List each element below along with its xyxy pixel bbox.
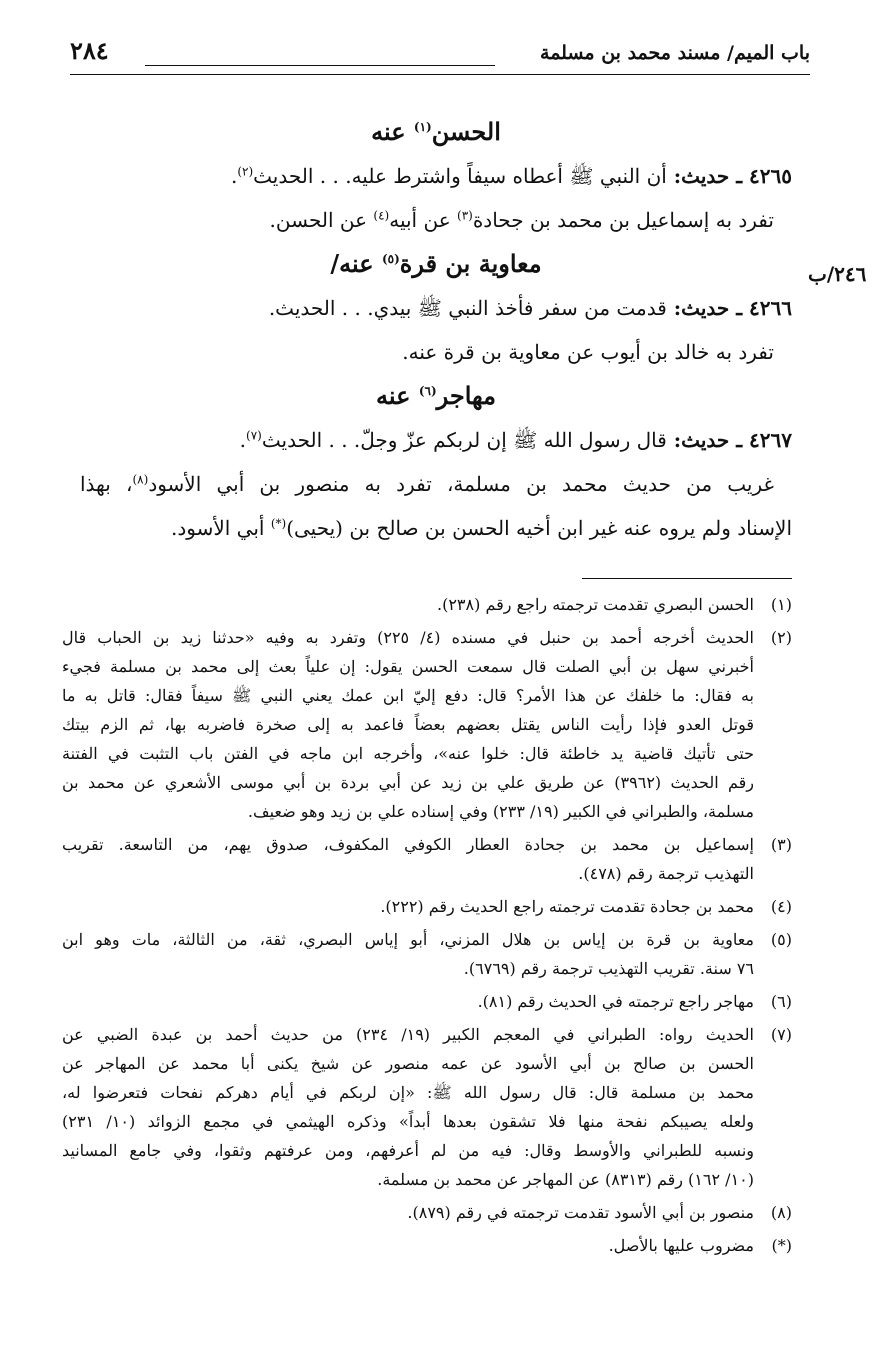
footnote-mark: (٣) <box>770 835 792 854</box>
hadith-label: ـ حديث: <box>666 164 750 188</box>
footnote-line: الحسن البصري تقدمت ترجمته راجع رقم (٢٣٨). <box>437 595 754 614</box>
footnote-separator <box>582 578 792 579</box>
footnote <box>62 830 792 888</box>
hadith-label: ـ حديث: <box>666 296 750 320</box>
heading-text: عنه/ <box>330 249 382 278</box>
hadith-4265 <box>80 154 792 198</box>
footnote-body <box>62 1198 754 1227</box>
footnote-line: محمد بن مسلمة قال: قال رسول الله ﷺ: «إن لربكم في أيام دهركم نفحات فتعرضوا له، <box>62 1083 754 1102</box>
footnote-line: حتى تأتيك قاضية يد خاطئة قال: خلوا عنه»، وأخرجه ابن ماجه في الفتن باب التثبت في الفتنة <box>62 744 754 763</box>
hadith-4266 <box>80 286 792 330</box>
footnote-body <box>62 925 754 983</box>
footnote-body <box>62 1231 754 1260</box>
footnote-mark: (*) <box>771 1236 792 1255</box>
footnote <box>62 892 792 921</box>
footnote-line: الحديث أخرجه أحمد بن حنبل في مسنده (٤/ ٢٢٥) وتفرد به وفيه «حدثنا زيد بن الحباب قال <box>62 628 754 647</box>
footnote-mark: (٥) <box>770 930 792 949</box>
heading-text: مهاجر <box>436 381 496 410</box>
footnote-line: مهاجر راجع ترجمته في الحديث رقم (٨١). <box>477 992 754 1011</box>
section-heading-muhajir <box>80 374 792 418</box>
footnote-line: مسلمة، والطبراني في الكبير (١٩/ ٢٣٣) وفي إسناده علي بن زيد وهو ضعيف. <box>247 802 754 821</box>
hadith-end: . <box>230 164 238 188</box>
footnote-line: به فقال: ما خلفك عن هذا الأمر؟ قال: دفع إليّ ابن عمك يعني النبي ﷺ سيفاً فقال: قاتل به ما <box>62 686 754 705</box>
footnote-mark: (٢) <box>770 628 792 647</box>
footnote-line: أخبرني سهل بن أبي الصلت قال سمعت الحسن يقول: إن علياً بعث إلى محمد بن مسلمة فجيء <box>62 657 754 676</box>
hadith-number: ٤٢٦٧ <box>749 428 792 452</box>
footnote-ref: (٨) <box>132 472 149 487</box>
footnote <box>62 987 792 1016</box>
note-text: ، بهذا <box>80 472 133 496</box>
footnote-body <box>62 623 754 826</box>
footnote-line: ولعله يصيبكم نفحة منها فلا تشقون بعدها أبداً» وذكره الهيثمي في مجمع الزوائد (١٠/ ٢٣١) <box>62 1112 754 1131</box>
footnote <box>62 623 792 826</box>
hadith-note-line <box>80 506 792 550</box>
footnote-ref: (٥) <box>381 252 400 266</box>
footnote-ref: (٢) <box>237 164 254 179</box>
note-text: الإسناد ولم يروه عنه غير ابن أخيه الحسن بن صالح بن (يحيى) <box>286 516 792 540</box>
running-header <box>70 38 810 72</box>
footnote <box>62 590 792 619</box>
footnote-line: ٧٦ سنة. تقريب التهذيب ترجمة رقم (٦٧٦٩). <box>463 959 754 978</box>
hadith-number: ٤٢٦٥ <box>749 164 792 188</box>
footnote-line: ونسبه للطبراني والأوسط وقال: فيه من لم أعرفهم، ومن عرفتهم وثقوا، وفي جامع المسانيد <box>62 1141 754 1160</box>
hadith-text: قدمت من سفر فأخذ النبي ﷺ بيدي. . . الحديث. <box>268 296 667 320</box>
section-heading-hasan <box>80 110 792 154</box>
footnote-line: منصور بن أبي الأسود تقدمت ترجمته في رقم (٨٧٩). <box>407 1203 754 1222</box>
footnote-line: الحسن بن صالح بن أبي الأسود عن عمه منصور عن شيخ يكنى أبا محمد عن المهاجر عن <box>62 1054 754 1073</box>
header-rule <box>145 65 495 66</box>
footnotes <box>62 590 792 1264</box>
margin-folio-note: ٢٤٦/ب <box>808 262 867 286</box>
footnote-ref: (*) <box>270 516 287 531</box>
footnote-body <box>62 987 754 1016</box>
hadith-text: أن النبي ﷺ أعطاه سيفاً واشترط عليه. . . الحديث <box>253 164 667 188</box>
note-text: عن الحسن. <box>269 208 374 232</box>
footnote-body <box>62 1020 754 1194</box>
footnote-line: (١٠/ ١٦٢) رقم (٨٣١٣) عن المهاجر عن محمد بن مسلمة. <box>377 1170 754 1189</box>
hadith-end: . <box>239 428 247 452</box>
hadith-note: تفرد به خالد بن أيوب عن معاوية بن قرة عنه. <box>402 340 774 364</box>
header-underline <box>70 74 810 75</box>
footnote-ref: (١) <box>413 120 432 134</box>
footnote-line: الحديث رواه: الطبراني في المعجم الكبير (١٩/ ٢٣٤) من حديث أحمد بن عبدة الضبي عن <box>62 1025 754 1044</box>
hadith-text: قال رسول الله ﷺ إن لربكم عزّ وجلّ. . . الحديث <box>261 428 667 452</box>
heading-text: معاوية بن قرة <box>399 249 542 278</box>
footnote-body <box>62 892 754 921</box>
footnote-ref: (٧) <box>246 428 262 443</box>
footnote-line: محمد بن جحادة تقدمت ترجمته راجع الحديث رقم (٢٢٢). <box>380 897 754 916</box>
note-text: تفرد به إسماعيل بن محمد بن جحادة <box>472 208 774 232</box>
footnote-mark: (٨) <box>770 1203 792 1222</box>
footnote-mark: (١) <box>770 595 792 614</box>
hadith-note <box>80 198 792 242</box>
footnote-line: قوتل العدو فإذا رأيت الناس يقتل بعضهم بعضاً فاعمد به إلى صخرة فاضربه بها، ثم الزم بيتك <box>62 715 754 734</box>
hadith-number: ٤٢٦٦ <box>749 296 792 320</box>
footnote-ref: (٦) <box>418 384 437 398</box>
heading-text: الحسن <box>431 117 501 146</box>
note-text: عن أبيه <box>389 208 457 232</box>
footnote-line: معاوية بن قرة بن إياس بن هلال المزني، أبو إياس البصري، ثقة، من الثالثة، مات وهو ابن <box>62 930 754 949</box>
footnote <box>62 1198 792 1227</box>
footnote-line: رقم الحديث (٣٩٦٢) عن طريق علي بن زيد عن أبي بردة بن أبي موسى الأشعري عن محمد بن <box>62 773 754 792</box>
footnote-mark: (٦) <box>770 992 792 1011</box>
page-number: ٢٨٤ <box>70 36 109 65</box>
heading-text: عنه <box>376 381 419 410</box>
footnote-mark: (٧) <box>770 1025 792 1044</box>
footnote-body <box>62 830 754 888</box>
note-text: أبي الأسود. <box>170 516 271 540</box>
footnote-body <box>62 590 754 619</box>
note-text: غريب من حديث محمد بن مسلمة، تفرد به منصور بن أبي الأسود <box>148 472 774 496</box>
footnote-ref: (٣) <box>457 208 473 223</box>
footnote-line: إسماعيل بن محمد بن جحادة العطار الكوفي المكفوف، صدوق يهم، من التاسعة. تقريب <box>62 835 754 854</box>
footnote <box>62 1020 792 1194</box>
footnote-line: مضروب عليها بالأصل. <box>608 1236 754 1255</box>
hadith-label: ـ حديث: <box>666 428 750 452</box>
footnote <box>62 1231 792 1260</box>
footnote-mark: (٤) <box>770 897 792 916</box>
hadith-4267 <box>80 418 792 462</box>
footnote-line: التهذيب ترجمة رقم (٤٧٨). <box>578 864 754 883</box>
footnote-ref: (٤) <box>373 208 390 223</box>
header-title: باب الميم/ مسند محمد بن مسلمة <box>540 42 810 64</box>
heading-text: عنه <box>371 117 414 146</box>
hadith-note-line <box>80 462 792 506</box>
footnote <box>62 925 792 983</box>
main-text <box>80 110 792 550</box>
section-heading-muawiya <box>80 242 792 286</box>
